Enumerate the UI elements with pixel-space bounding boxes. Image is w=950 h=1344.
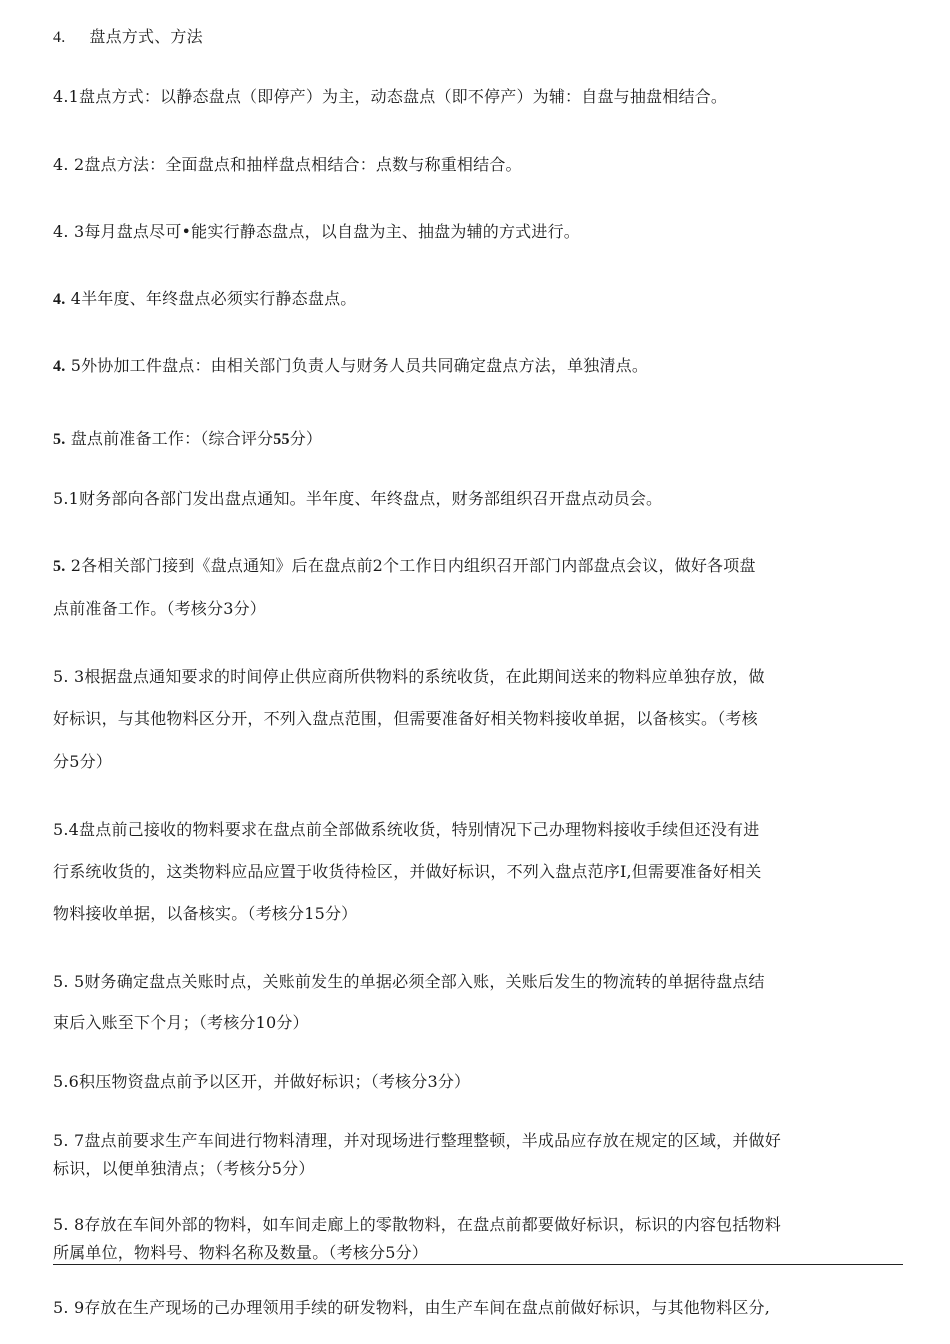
item-5-3-line-2: 好标识，与其他物料区分开，不列入盘点范围，但需要准备好相关物料接收单据，以备核实。（考核 xyxy=(53,709,758,728)
horizontal-rule xyxy=(53,1264,903,1265)
item-5-8-line-1: 5. 8存放在车间外部的物料，如车间走廊上的零散物料，在盘点前都要做好标识，标识的内容包括物料 xyxy=(53,1215,781,1234)
item-4-4-text: 4半年度、年终盘点必须实行静态盘点。 xyxy=(65,289,357,308)
item-4-3: 4. 3每月盘点尽可•能实行静态盘点，以自盘为主、抽盘为辅的方式进行。 xyxy=(53,222,580,241)
item-5-5-line-2: 束后入账至下个月；（考核分10分） xyxy=(53,1013,309,1032)
item-4-2: 4. 2盘点方法：全面盘点和抽样盘点相结合：点数与称重相结合。 xyxy=(53,155,522,174)
item-4-5-number: 4. xyxy=(53,358,66,375)
section-5-title: 盘点前准备工作：（综合评分 xyxy=(65,429,274,448)
item-5-7-line-1: 5. 7盘点前要求生产车间进行物料清理，并对现场进行整理整顿，半成品应存放在规定的区域，并做好 xyxy=(53,1131,781,1150)
item-4-4-number: 4. xyxy=(53,291,66,308)
item-4-4 xyxy=(53,289,356,310)
section-5-heading xyxy=(53,429,322,450)
section-4-number: 4. xyxy=(53,29,66,46)
item-5-6: 5.6积压物资盘点前予以区开，并做好标识；（考核分3分） xyxy=(53,1072,471,1091)
section-5-score: 55 xyxy=(273,431,290,448)
item-5-5-line-1: 5. 5财务确定盘点关账时点，关账前发生的单据必须全部入账，关账后发生的物流转的单据待盘点结 xyxy=(53,972,765,991)
item-5-2-text: 2各相关部门接到《盘点通知》后在盘点前2个工作日内组织召开部门内部盘点会议，做好各项盘 xyxy=(65,556,756,575)
section-4-title: 盘点方式、方法 xyxy=(89,27,203,46)
item-5-8-line-2: 所属单位，物料号、物料名称及数量。（考核分5分） xyxy=(53,1243,428,1262)
item-5-2-line-2: 点前准备工作。（考核分3分） xyxy=(53,599,266,618)
item-5-9-line-1: 5. 9存放在生产现场的己办理领用手续的研发物料，由生产车间在盘点前做好标识，与其他物料区分, xyxy=(53,1298,771,1317)
item-4-5 xyxy=(53,356,648,377)
item-5-4-line-2: 行系统收货的，这类物料应品应置于收货待检区，并做好标识，不列入盘点范序I,但需要准备好相关 xyxy=(53,862,762,881)
item-5-2-number: 5. xyxy=(53,558,66,575)
item-5-3-line-3: 分5分） xyxy=(53,752,112,771)
item-5-7-line-2: 标识，以便单独清点；（考核分5分） xyxy=(53,1159,315,1178)
item-5-3-line-1: 5. 3根据盘点通知要求的时间停止供应商所供物料的系统收货，在此期间送来的物料应单独存放，做 xyxy=(53,667,765,686)
section-4-heading xyxy=(53,27,203,48)
item-5-4-line-3: 物料接收单据，以备核实。（考核分15分） xyxy=(53,904,358,923)
item-4-1: 4.1盘点方式：以静态盘点（即停产）为主，动态盘点（即不停产）为辅：自盘与抽盘相结合。 xyxy=(53,87,728,106)
section-5-number: 5. xyxy=(53,431,66,448)
item-4-5-text: 5外协加工件盘点：由相关部门负责人与财务人员共同确定盘点方法，单独清点。 xyxy=(65,356,649,375)
item-5-4-line-1: 5.4盘点前己接收的物料要求在盘点前全部做系统收货，特别情况下己办理物料接收手续但还没有进 xyxy=(53,820,760,839)
item-5-1: 5.1财务部向各部门发出盘点通知。半年度、年终盘点，财务部组织召开盘点动员会。 xyxy=(53,489,663,508)
section-5-title-end: 分） xyxy=(289,429,323,448)
item-5-2-line-1 xyxy=(53,556,756,577)
